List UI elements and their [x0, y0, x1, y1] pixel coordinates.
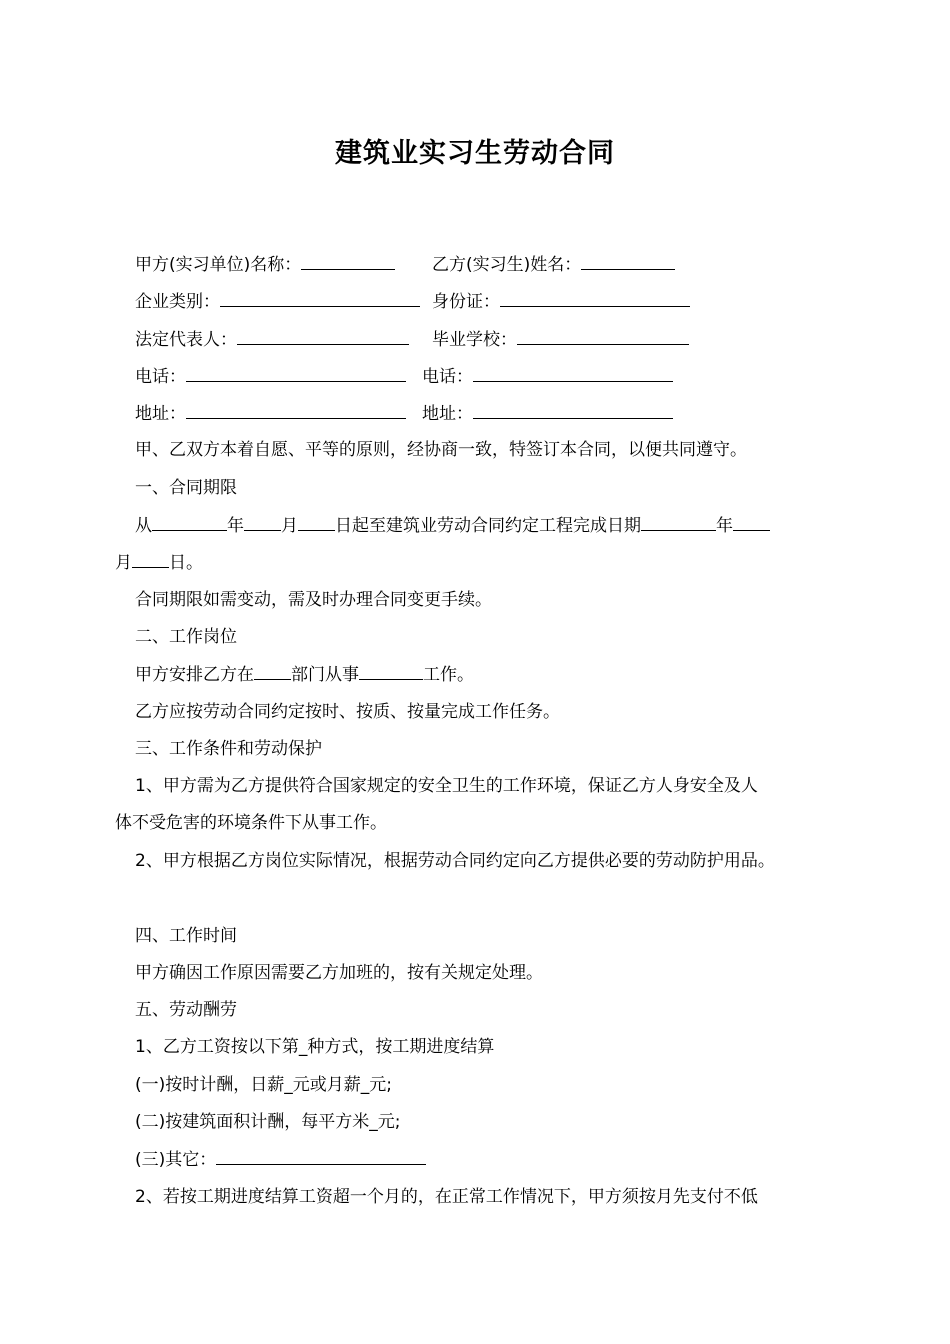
wage-option-1: (一)按时计酬，日薪_元或月薪_元;	[135, 1075, 392, 1095]
party-b-school-row	[432, 329, 689, 350]
party-b-address-label: 地址：	[422, 404, 473, 424]
safety-paragraph-line1: 1、甲方需为乙方提供符合国家规定的安全卫生的工作环境，保证乙方人身安全及人	[135, 776, 758, 796]
section-3-heading: 三、工作条件和劳动保护	[135, 739, 322, 759]
end-day-blank	[132, 552, 169, 568]
job-assignment-line	[135, 664, 474, 685]
party-b-id-label: 身份证：	[432, 292, 500, 312]
party-b-address-row	[422, 403, 673, 424]
party-b-name-row	[432, 254, 675, 275]
job-assign-text-a: 甲方安排乙方在	[135, 665, 254, 685]
wage-option-2: (二)按建筑面积计酬，每平方米_元;	[135, 1112, 401, 1132]
party-b-address-blank	[473, 403, 673, 419]
department-blank	[254, 664, 291, 680]
party-a-address-row	[135, 403, 406, 424]
start-day-blank	[298, 515, 335, 531]
party-a-rep-row	[135, 329, 409, 350]
wage-option-3-label: (三)其它：	[135, 1150, 217, 1170]
document-title: 建筑业实习生劳动合同	[335, 138, 615, 169]
party-a-rep-label: 法定代表人：	[135, 330, 237, 350]
year-text: 年	[227, 516, 244, 536]
section-4-heading: 四、工作时间	[135, 926, 237, 946]
party-a-type-blank	[220, 291, 420, 307]
month-text: 月	[281, 516, 298, 536]
party-b-name-blank	[581, 254, 675, 270]
overtime-paragraph: 甲方确因工作原因需要乙方加班的，按有关规定处理。	[135, 963, 543, 983]
job-assign-text-c: 工作。	[423, 665, 474, 685]
job-duty-paragraph: 乙方应按劳动合同约定按时、按质、按量完成工作任务。	[135, 702, 560, 722]
party-a-phone-blank	[186, 366, 406, 382]
section-2-heading: 二、工作岗位	[135, 627, 237, 647]
term-from-text: 从	[135, 516, 152, 536]
party-a-name-label: 甲方(实习单位)名称：	[135, 255, 302, 275]
section-5-heading: 五、劳动酬劳	[135, 1000, 237, 1020]
party-a-type-row	[135, 291, 420, 312]
party-a-rep-blank	[237, 329, 409, 345]
start-year-blank	[152, 515, 227, 531]
party-b-school-label: 毕业学校：	[432, 330, 517, 350]
end-year-blank	[641, 515, 716, 531]
end-year-text: 年	[716, 516, 733, 536]
party-b-id-row	[432, 291, 690, 312]
term-dates-line	[135, 515, 770, 536]
job-blank	[359, 664, 423, 680]
safety-paragraph-line2: 体不受危害的环境条件下从事工作。	[115, 813, 387, 833]
term-dates-line-cont	[115, 552, 203, 573]
end-month-blank-a	[733, 515, 770, 531]
party-a-phone-label: 电话：	[135, 367, 186, 387]
job-assign-text-b: 部门从事	[291, 665, 359, 685]
start-month-blank	[244, 515, 281, 531]
party-a-type-label: 企业类别：	[135, 292, 220, 312]
party-a-address-blank	[186, 403, 406, 419]
party-b-phone-blank	[473, 366, 673, 382]
term-change-paragraph: 合同期限如需变动，需及时办理合同变更手续。	[135, 590, 492, 610]
wage-method-paragraph: 1、乙方工资按以下第_种方式，按工期进度结算	[135, 1037, 495, 1057]
wage-other-blank	[216, 1149, 426, 1165]
end-day-text: 日。	[169, 553, 203, 573]
wage-option-3	[135, 1149, 426, 1170]
intro-paragraph: 甲、乙双方本着自愿、平等的原则，经协商一致，特签订本合同，以便共同遵守。	[135, 440, 747, 460]
party-a-name-blank	[301, 254, 395, 270]
term-until-text: 日起至建筑业劳动合同约定工程完成日期	[335, 516, 641, 536]
party-b-id-blank	[500, 291, 690, 307]
party-a-phone-row	[135, 366, 406, 387]
party-a-name-row	[135, 254, 395, 275]
party-b-school-blank	[517, 329, 689, 345]
party-a-address-label: 地址：	[135, 404, 186, 424]
party-b-name-label: 乙方(实习生)姓名：	[432, 255, 582, 275]
section-1-heading: 一、合同期限	[135, 478, 237, 498]
end-month-text: 月	[115, 553, 132, 573]
protection-paragraph: 2、甲方根据乙方岗位实际情况，根据劳动合同约定向乙方提供必要的劳动防护用品。	[135, 851, 775, 871]
party-b-phone-row	[422, 366, 673, 387]
party-b-phone-label: 电话：	[422, 367, 473, 387]
wage-advance-paragraph: 2、若按工期进度结算工资超一个月的，在正常工作情况下，甲方须按月先支付不低	[135, 1187, 758, 1207]
